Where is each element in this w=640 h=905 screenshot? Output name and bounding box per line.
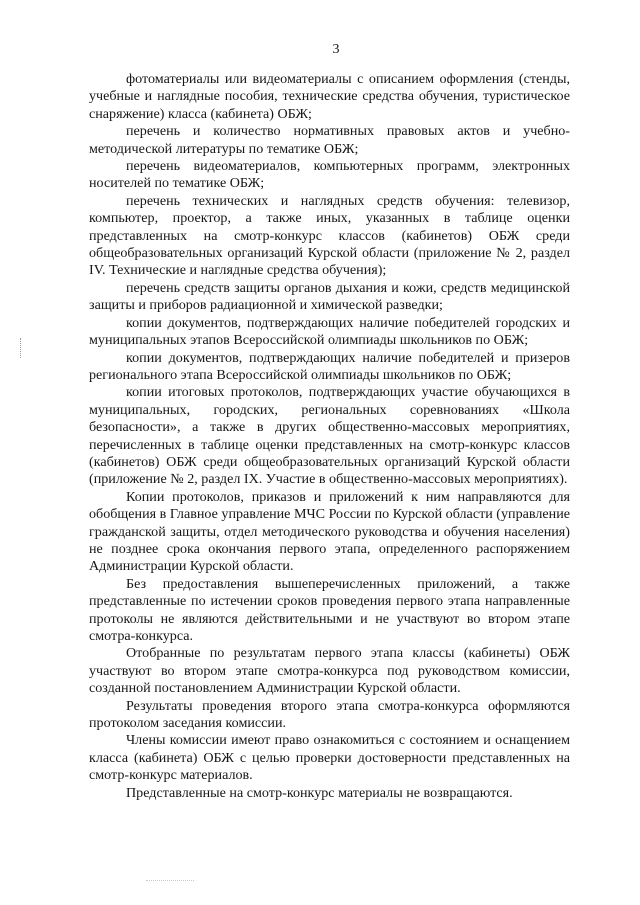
paragraph-photo-materials: фотоматериалы или видеоматериалы с описанием оформления (стенды, учебные и наглядные пособия, технические средства обучения, туристическое снаряжение) класса (кабинета) ОБЖ; bbox=[89, 71, 570, 122]
footer-scan-mark bbox=[146, 880, 194, 881]
paragraph-results: Результаты проведения второго этапа смотра-конкурса оформляются протоколом заседания комиссии. bbox=[89, 697, 570, 732]
paragraph-technical-means: перечень технических и наглядных средств обучения: телевизор, компьютер, проектор, а также иных, указанных в таблице оценки представленных на смотр-конкурс классов (кабинетов) ОБЖ среди общеобразовательных организаций Курской области (приложение № 2, раздел IV. Технические и наглядные средства обучения); bbox=[89, 192, 570, 279]
paragraph-commission-rights: Члены комиссии имеют право ознакомиться с состоянием и оснащением класса (кабинета) ОБЖ с целью проверки достоверности представленных на смотр-конкурс материалов. bbox=[89, 732, 570, 784]
paragraph-copies-submission: Копии протоколов, приказов и приложений к ним направляются для обобщения в Главное управление МЧС России по Курской области (управление гражданской защиты, отдел методического руководства и обучения населения) не позднее срока окончания первого этапа, определенного распоряжением Администрации Курской области. bbox=[89, 488, 570, 575]
margin-scan-mark bbox=[20, 338, 22, 358]
paragraph-not-returned: Представленные на смотр-конкурс материалы не возвращаются. bbox=[126, 784, 513, 801]
page-number: 3 bbox=[332, 42, 340, 57]
paragraph-municipal-winners: копии документов, подтверждающих наличие победителей городских и муниципальных этапов Всероссийской олимпиады школьников по ОБЖ; bbox=[89, 314, 570, 349]
paragraph-second-stage: Отобранные по результатам первого этапа классы (кабинеты) ОБЖ участвуют во втором этапе смотра-конкурса под руководством комиссии, созданной постановлением Администрации Курской области. bbox=[89, 645, 570, 697]
paragraph-without-attachments: Без предоставления вышеперечисленных приложений, а также представленные по истечении сроков проведения первого этапа направленные протоколы не являются действительными и не участвуют во втором этапе смотра-конкурса. bbox=[89, 575, 570, 644]
paragraph-protection-means: перечень средств защиты органов дыхания и кожи, средств медицинской защиты и приборов радиационной и химической разведки; bbox=[89, 279, 570, 314]
document-body bbox=[89, 71, 570, 802]
paragraph-final-protocols: копии итоговых протоколов, подтверждающих участие обучающихся в муниципальных, городских, региональных соревнованиях «Школа безопасности», а также в других общественно-массовых мероприятиях, перечисленных в таблице оценки представленных на смотр-конкурс классов (кабинетов) ОБЖ среди общеобразовательных организаций Курской области (приложение № 2, раздел IX. Участие в общественно-массовых мероприятиях). bbox=[89, 384, 570, 488]
paragraph-video-materials: перечень видеоматериалов, компьютерных программ, электронных носителей по тематике ОБЖ; bbox=[89, 158, 570, 192]
paragraph-regional-winners: копии документов, подтверждающих наличие победителей и призеров регионального этапа Всероссийской олимпиады школьников по ОБЖ; bbox=[89, 349, 570, 383]
paragraph-normative-acts: перечень и количество нормативных правовых актов и учебно-методической литературы по тематике ОБЖ; bbox=[89, 123, 570, 157]
